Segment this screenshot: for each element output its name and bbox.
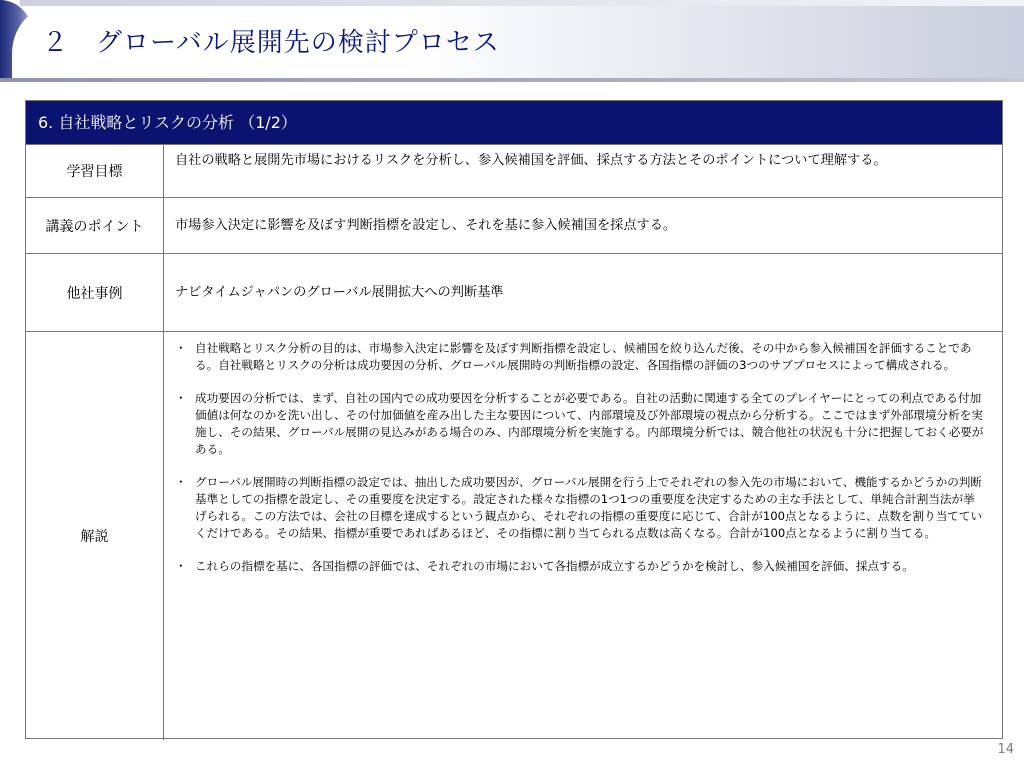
row-content-text: 市場参入決定に影響を及ぼす判断指標を設定し、それを基に参入候補国を採点する。 bbox=[175, 217, 677, 233]
table-row-explanation bbox=[26, 331, 1002, 740]
row-content bbox=[165, 198, 1002, 253]
bullet-mark: ・ bbox=[175, 475, 187, 489]
list-item bbox=[175, 474, 984, 542]
list-item bbox=[175, 390, 984, 458]
bullet-mark: ・ bbox=[175, 391, 187, 405]
row-content-text: ナビタイムジャパンのグローバル展開拡大への判断基準 bbox=[175, 284, 504, 300]
bullet-text: 自社戦略とリスク分析の目的は、市場参入決定に影響を及ぼす判断指標を設定し、候補国を絞り込んだ後、その中から参入候補国を評価することである。自社戦略とリスクの分析は成功要因の分析、グローバル展開時の判断指標の設定、各国指標の評価の3つのサブプロセスによって構成される。 bbox=[195, 341, 972, 372]
table-row-case-study bbox=[26, 253, 1002, 331]
header-top-line bbox=[20, 0, 1024, 6]
row-label: 学習目標 bbox=[26, 145, 164, 197]
row-content bbox=[165, 332, 1002, 740]
page-title: ２ グローバル展開先の検討プロセス bbox=[42, 28, 500, 58]
list-item bbox=[175, 340, 984, 374]
bullet-text: グローバル展開時の判断指標の設定では、抽出した成功要因が、グローバル展開を行う上でそれぞれの参入先の市場において、機能するかどうかの判断基準としての指標を設定し、その重要度を決定する。設定された様々な指標の1つ1つの重要度を決定するための主な手法として、単純合計割当法が挙げられる。この方法では、会社の目標を達成するという観点から、それぞれの指標の重要度に応じて、合計が100点となるように、点数を割り当てていくだけである。その結果、指標が重要であればあるほど、その指標に割り当てられる点数は高くなる。合計が100点となるように割り当てる。 bbox=[195, 475, 983, 540]
list-item bbox=[175, 558, 984, 575]
content-table bbox=[25, 100, 1003, 739]
table-row-lecture-point bbox=[26, 197, 1002, 253]
row-label: 他社事例 bbox=[26, 254, 164, 331]
bullet-text: 成功要因の分析では、まず、自社の国内での成功要因を分析することが必要である。自社の活動に関連する全てのプレイヤーにとっての利点である付加価値は何なのかを洗い出し、その付加価値を産み出した主な要因について、内部環境及び外部環境の視点から分析する。ここではまず外部環境分析を実施し、その結果、グローバル展開の見込みがある場合のみ、内部環境分析を実施する。内部環境分析では、競合他社の状況も十分に把握しておく必要がある。 bbox=[195, 391, 984, 456]
row-content bbox=[165, 254, 1002, 331]
header-rule bbox=[0, 78, 1024, 82]
row-label: 講義のポイント bbox=[26, 198, 164, 253]
table-row-learning-goal bbox=[26, 144, 1002, 197]
page-number: 14 bbox=[997, 742, 1014, 757]
row-content: 自社の戦略と展開先市場におけるリスクを分析し、参入候補国を評価、採点する方法とそのポイントについて理解する。 bbox=[175, 153, 887, 168]
bullet-mark: ・ bbox=[175, 341, 187, 355]
bullet-text: これらの指標を基に、各国指標の評価では、それぞれの市場において各指標が成立するかどうかを検討し、参入候補国を評価、採点する。 bbox=[195, 559, 914, 573]
row-label: 解説 bbox=[26, 332, 164, 740]
table-heading: 6. 自社戦略とリスクの分析 （1/2） bbox=[26, 101, 1002, 144]
bullet-mark: ・ bbox=[175, 559, 187, 573]
